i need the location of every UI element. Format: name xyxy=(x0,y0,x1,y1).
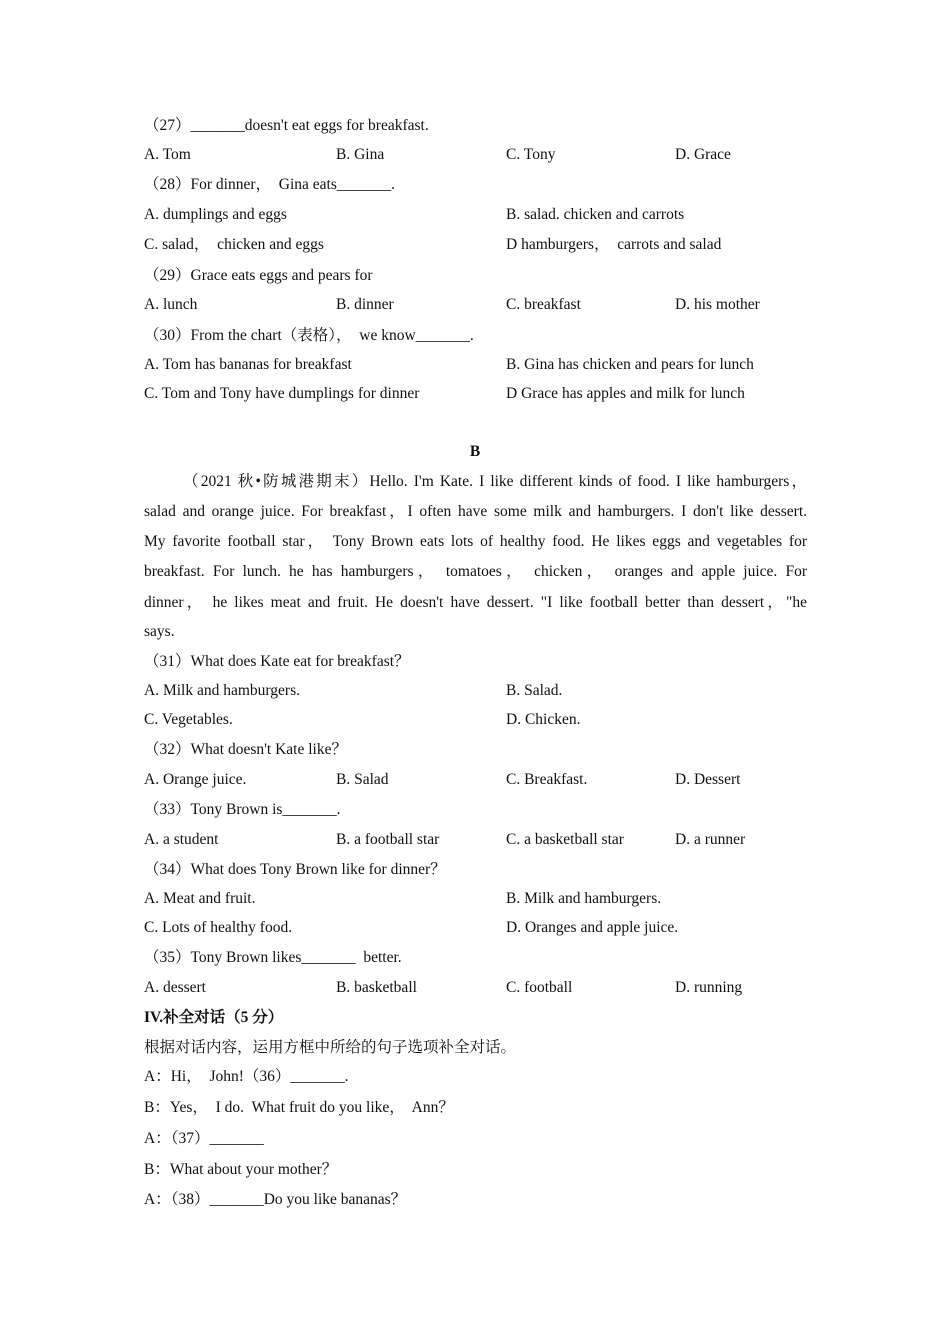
option-c: C. a basketball star xyxy=(506,831,624,848)
option-a: A. dessert xyxy=(144,979,206,996)
option-b: B. Milk and hamburgers. xyxy=(506,890,662,907)
option-d: D. a runner xyxy=(675,831,746,848)
option-a: A. Meat and fruit. xyxy=(144,890,256,907)
option-a: A. lunch xyxy=(144,296,198,313)
option-c: C. breakfast xyxy=(506,296,581,313)
option-b: B. basketball xyxy=(336,979,417,996)
passage-line: dinner， he likes meat and fruit. He doesn't have dessert. "I like football better than dessert，"he xyxy=(144,594,807,611)
section-instruction: 根据对话内容，运用方框中所给的句子选项补全对话。 xyxy=(144,1039,517,1056)
passage-line: breakfast. For lunch. he has hamburgers， tomatoes， chicken， oranges and apple juice. For xyxy=(144,563,807,580)
option-d: D. Oranges and apple juice. xyxy=(506,919,679,936)
option-d: D Grace has apples and milk for lunch xyxy=(506,385,745,402)
dialogue-line: A：Hi， John!（36）_______. xyxy=(144,1068,349,1085)
passage-line: salad and orange juice. For breakfast，I often have some milk and hamburgers. I don't like dessert. xyxy=(144,503,807,520)
question-stem: （29）Grace eats eggs and pears for xyxy=(144,267,373,284)
option-d: D. his mother xyxy=(675,296,760,313)
option-d: D. Chicken. xyxy=(506,711,581,728)
option-c: C. salad， chicken and eggs xyxy=(144,236,324,253)
question-stem: （32）What doesn't Kate like？ xyxy=(144,741,347,758)
option-d: D. Grace xyxy=(675,146,731,163)
option-c: C. Tom and Tony have dumplings for dinner xyxy=(144,385,420,402)
passage-line: （2021 秋•防城港期末）Hello. I'm Kate. I like different kinds of food. I like hamburgers， xyxy=(183,473,807,490)
question-stem: （28）For dinner， Gina eats_______. xyxy=(144,176,395,193)
option-c: C. football xyxy=(506,979,573,996)
question-stem: （27）_______doesn't eat eggs for breakfast. xyxy=(144,117,429,134)
option-c: C. Vegetables. xyxy=(144,711,233,728)
option-d: D. running xyxy=(675,979,743,996)
option-b: B. Salad. xyxy=(506,682,563,699)
dialogue-line: B：What about your mother？ xyxy=(144,1161,338,1178)
option-d: D. Dessert xyxy=(675,771,741,788)
option-a: A. dumplings and eggs xyxy=(144,206,287,223)
passage-line: says. xyxy=(144,623,175,640)
option-b: B. Gina has chicken and pears for lunch xyxy=(506,356,754,373)
option-a: A. Orange juice. xyxy=(144,771,247,788)
question-stem: （35）Tony Brown likes_______ better. xyxy=(144,949,402,966)
dialogue-line: A：（37）_______ xyxy=(144,1130,264,1147)
dialogue-line: A：（38）_______Do you like bananas？ xyxy=(144,1191,407,1208)
option-a: A. Tom xyxy=(144,146,191,163)
dialogue-line: B：Yes， I do. What fruit do you like， Ann？ xyxy=(144,1099,454,1116)
option-b: B. salad. chicken and carrots xyxy=(506,206,685,223)
question-stem: （34）What does Tony Brown like for dinner？ xyxy=(144,861,446,878)
section-title: B xyxy=(469,443,481,460)
passage-line: My favorite football star， Tony Brown eats lots of healthy food. He likes eggs and vegetables for xyxy=(144,533,807,550)
option-d: D hamburgers， carrots and salad xyxy=(506,236,722,253)
option-c: C. Lots of healthy food. xyxy=(144,919,293,936)
section-title: IV.补全对话（5 分） xyxy=(144,1009,284,1026)
question-stem: （30）From the chart（表格）， we know_______. xyxy=(144,327,474,344)
question-stem: （33）Tony Brown is_______. xyxy=(144,801,341,818)
question-stem: （31）What does Kate eat for breakfast？ xyxy=(144,653,410,670)
option-c: C. Breakfast. xyxy=(506,771,588,788)
option-a: A. Tom has bananas for breakfast xyxy=(144,356,352,373)
option-c: C. Tony xyxy=(506,146,556,163)
option-a: A. Milk and hamburgers. xyxy=(144,682,300,699)
option-b: B. dinner xyxy=(336,296,394,313)
option-b: B. Gina xyxy=(336,146,385,163)
option-b: B. Salad xyxy=(336,771,389,788)
option-b: B. a football star xyxy=(336,831,440,848)
option-a: A. a student xyxy=(144,831,219,848)
